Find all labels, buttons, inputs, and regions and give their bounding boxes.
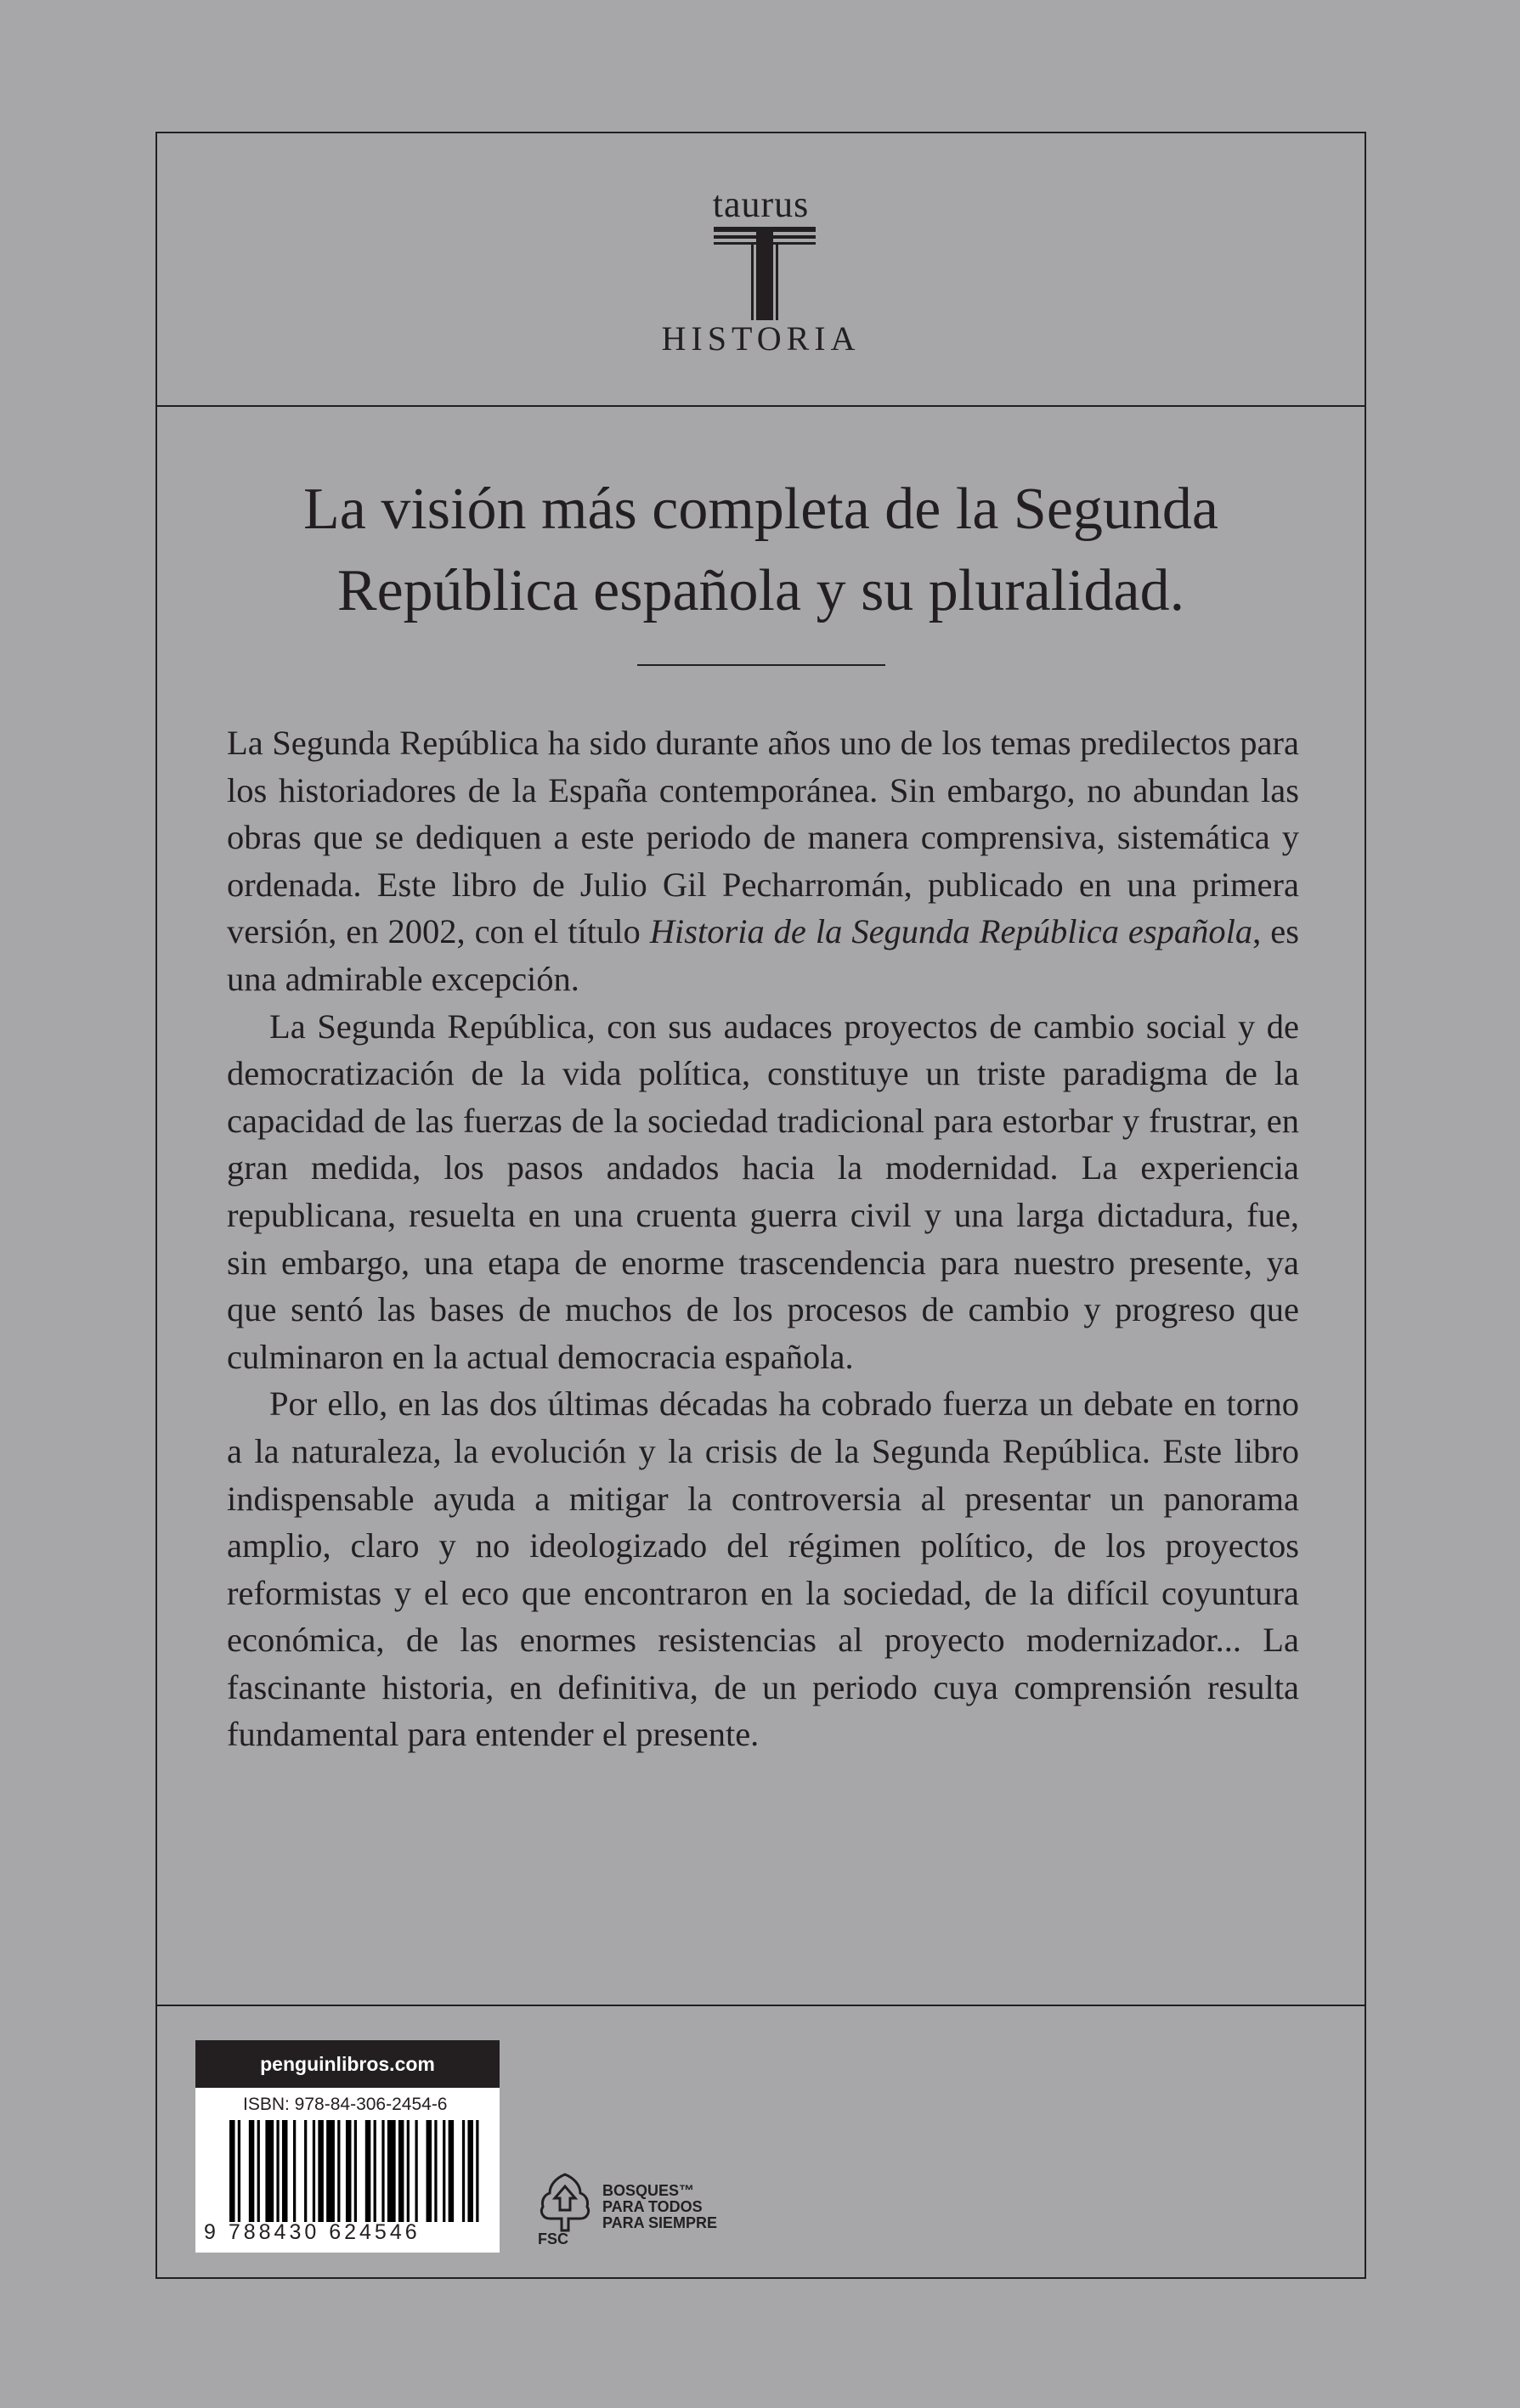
fsc-badge <box>531 2168 752 2253</box>
publisher-name: taurus <box>712 183 810 225</box>
website-label: penguinlibros.com <box>195 2040 500 2088</box>
fsc-label: FSC <box>538 2230 568 2247</box>
headline-line-2: República española y su pluralidad. <box>336 558 1185 623</box>
synopsis <box>227 719 1299 1758</box>
synopsis-paragraph-2: La Segunda República, con sus audaces proyectos de cambio social y de democratización de la vida política, constituye un triste paradigma de la capacidad de las fuerzas de la sociedad tradicional para estorbar y frustrar, en gran medida, los pasos andados hacia la modernidad. La experiencia republicana, resuelta en una cruenta guerra civil y una larga dictadura, fue, sin embargo, una etapa de enorme trascendencia para nuestro presente, ya que sentó las bases de muchos de los procesos de cambio y progreso que culminaron en la actual democracia española. <box>227 1007 1299 1376</box>
publisher-header <box>157 133 1365 405</box>
headline-rule <box>637 664 885 666</box>
headline <box>157 469 1365 632</box>
collection-name: HISTORIA <box>661 319 861 358</box>
book-title: Historia de la Segunda República española <box>649 912 1253 951</box>
headline-line-1: La visión más completa de la Segunda <box>303 477 1218 542</box>
barcode-card <box>195 2040 500 2253</box>
cover-frame <box>155 132 1366 2279</box>
header-divider <box>157 405 1365 407</box>
fsc-slogan: BOSQUES™ PARA TODOS PARA SIEMPRE <box>602 2182 718 2231</box>
footer-divider <box>157 2005 1365 2006</box>
synopsis-paragraph-3: Por ello, en las dos últimas décadas ha cobrado fuerza un debate en torno a la naturaleza, la evolución y la crisis de la Segunda República. Este libro indispensable ayuda a mitigar la controversia al presentar un panorama amplio, claro y no ideologizado del régimen político, de los proyectos reformistas y el eco que encontraron en la sociedad, de la difícil coyuntura económica, de las enormes resistencias al proyecto modernizador... La fascinante historia, en definitiva, de un periodo cuya comprensión resulta fundamental para entender el presente. <box>227 1384 1299 1754</box>
synopsis-paragraph-1: La Segunda República ha sido durante años uno de los temas predilectos para los historiadores de la España contemporánea. Sin embargo, no abundan las obras que se dediquen a este periodo de manera comprensiva, sistemática y ordenada. Este libro de Julio Gil Pecharromán, publicado en una primera versión, en 2002, con el título Historia de la Segunda República española, es una admirable excepción. <box>227 724 1299 998</box>
barcode-digits: 9 788430 624546 <box>204 2220 421 2244</box>
isbn-label: ISBN: 978-84-306-2454-6 <box>243 2095 448 2114</box>
barcode-icon <box>229 2120 484 2222</box>
fsc-tree-icon <box>531 2168 599 2236</box>
publisher-logo-icon <box>714 227 816 320</box>
